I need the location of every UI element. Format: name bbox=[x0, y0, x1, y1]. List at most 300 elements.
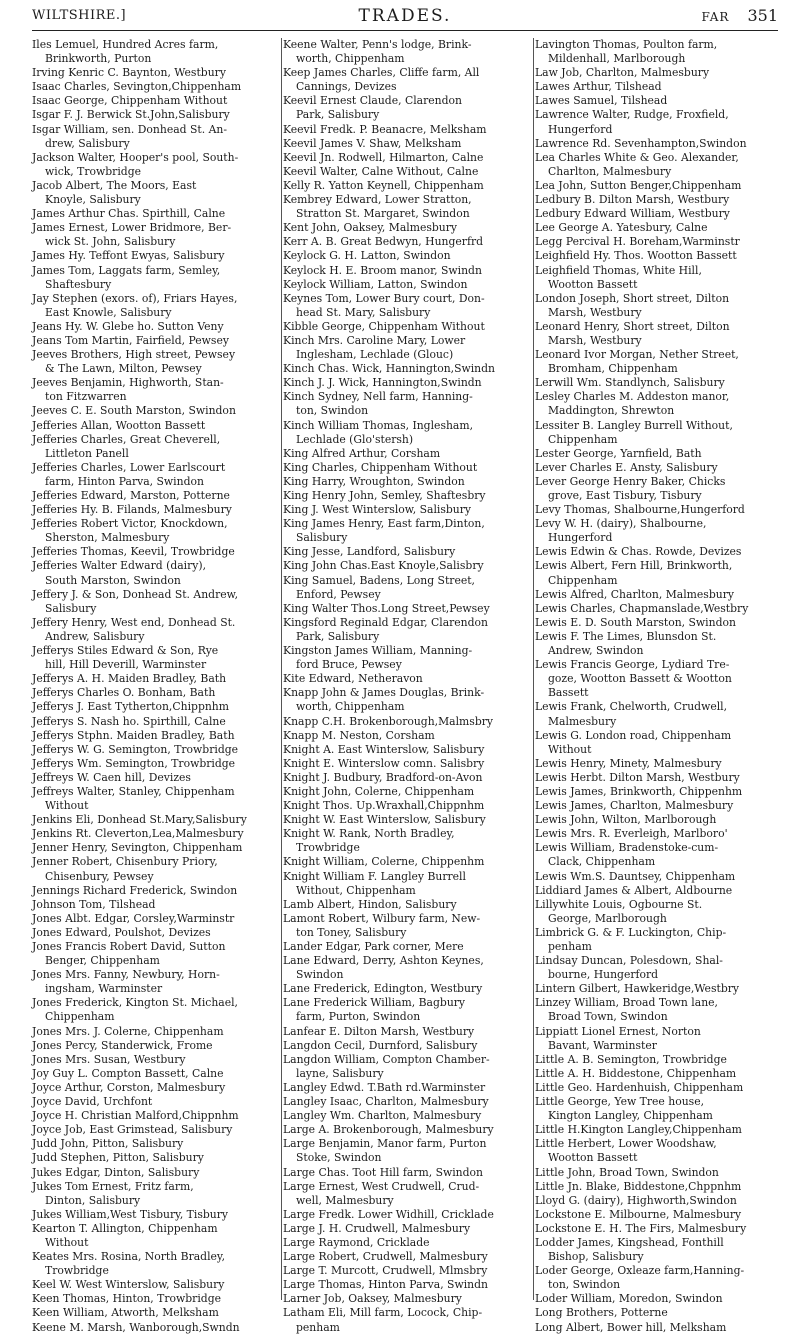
directory-entry bbox=[283, 1025, 528, 1039]
entry-name-line: Kearton T. Allington, Chippenham bbox=[32, 1221, 218, 1235]
directory-entry bbox=[32, 672, 276, 686]
directory-entry bbox=[32, 249, 276, 263]
entry-continuation-line: Lechlade (Glo'stersh) bbox=[296, 432, 414, 446]
entry-name-line: Lawrence Rd. Sevenhampton,Swindon bbox=[535, 136, 747, 150]
entry-continuation-line: Without bbox=[45, 1235, 89, 1249]
entry-continuation-line: Enford, Pewsey bbox=[296, 587, 381, 601]
entry-name-line: Kingston James William, Manning- bbox=[283, 644, 473, 658]
entry-continuation-line: wick St. John, Salisbury bbox=[45, 235, 176, 249]
entry-continuation-line: Broad Town, Swindon bbox=[548, 1010, 668, 1024]
directory-entry bbox=[283, 1039, 528, 1053]
column-divider bbox=[533, 38, 534, 1300]
entry-name-line: Lloyd G. (dairy), Highworth,Swindon bbox=[535, 1193, 737, 1207]
entry-name-line: Jones Francis Robert David, Sutton bbox=[32, 940, 226, 953]
entry-name-line: Lawes Samuel, Tilshead bbox=[535, 94, 668, 108]
directory-entry bbox=[32, 588, 276, 616]
directory-entry bbox=[535, 785, 777, 799]
entry-name-line: Lea John, Sutton Benger,Chippenham bbox=[535, 178, 742, 192]
directory-entry bbox=[283, 1109, 528, 1123]
entry-name-line: Keep James Charles, Cliffe farm, All bbox=[283, 66, 480, 80]
entry-name-line: Jefferys Stphn. Maiden Bradley, Bath bbox=[32, 728, 235, 742]
directory-entry bbox=[535, 658, 777, 700]
entry-name-line: Lodder James, Kingshead, Fonthill bbox=[535, 1235, 724, 1249]
entry-name-line: Iles Lemuel, Hundred Acres farm, bbox=[32, 38, 219, 51]
column-1 bbox=[32, 38, 279, 1334]
entry-name-line: Joyce Arthur, Corston, Malmesbury bbox=[32, 1080, 226, 1094]
directory-entry bbox=[535, 870, 777, 884]
directory-entry bbox=[32, 334, 276, 348]
directory-entry bbox=[283, 602, 528, 616]
entry-name-line: Jones Frederick, Kington St. Michael, bbox=[32, 996, 238, 1010]
directory-entry bbox=[32, 80, 276, 94]
entry-name-line: Jones Mrs. J. Colerne, Chippenham bbox=[32, 1024, 224, 1038]
entry-name-line: Isaac Charles, Sevington,Chippenham bbox=[32, 80, 242, 94]
directory-entry bbox=[535, 1166, 777, 1180]
entry-name-line: Isaac George, Chippenham Without bbox=[32, 94, 228, 108]
entry-continuation-line: well, Malmesbury bbox=[296, 1193, 394, 1207]
entry-continuation-line: Park, Salisbury bbox=[296, 108, 380, 122]
entry-name-line: Jay Stephen (exors. of), Friars Hayes, bbox=[32, 291, 238, 305]
entry-name-line: Lippiatt Lionel Ernest, Norton bbox=[535, 1024, 701, 1038]
entry-name-line: Knight William F. Langley Burrell bbox=[283, 869, 466, 883]
entry-name-line: Lintern Gilbert, Hawkeridge,Westbry bbox=[535, 982, 739, 996]
directory-entry bbox=[32, 616, 276, 644]
entry-name-line: Knight Thos. Up.Wraxhall,Chippnhm bbox=[283, 799, 485, 813]
entry-name-line: Kinch Mrs. Caroline Mary, Lower bbox=[283, 333, 466, 347]
directory-entry bbox=[283, 616, 528, 644]
entry-name-line: Knight William, Colerne, Chippenhm bbox=[283, 855, 485, 869]
entry-name-line: Jefferies Walter Edward (dairy), bbox=[32, 559, 207, 573]
directory-entry bbox=[283, 827, 528, 855]
entry-continuation-line: Brinkworth, Purton bbox=[45, 52, 152, 66]
entry-name-line: Leighfield Hy. Thos. Wootton Bassett bbox=[535, 249, 737, 263]
entry-name-line: Kent John, Oaksey, Malmesbury bbox=[283, 221, 458, 235]
directory-entry bbox=[535, 602, 777, 616]
entry-name-line: Lesley Charles M. Addeston manor, bbox=[535, 390, 730, 404]
directory-entry bbox=[535, 813, 777, 827]
entry-continuation-line: hill, Hill Deverill, Warminster bbox=[45, 658, 207, 672]
directory-entry bbox=[535, 390, 777, 418]
entry-name-line: Little A. H. Biddestone, Chippenham bbox=[535, 1066, 737, 1080]
entry-name-line: London Joseph, Short street, Dilton bbox=[535, 291, 730, 305]
directory-entry bbox=[535, 1053, 777, 1067]
entry-name-line: Lawrence Walter, Rudge, Froxfield, bbox=[535, 108, 729, 122]
entry-continuation-line: farm, Purton, Swindon bbox=[296, 1010, 421, 1024]
directory-entry bbox=[32, 1151, 276, 1165]
directory-entry bbox=[283, 672, 528, 686]
directory-entry bbox=[283, 1081, 528, 1095]
directory-entry bbox=[32, 968, 276, 996]
directory-entry bbox=[535, 729, 777, 757]
directory-entry bbox=[32, 855, 276, 883]
entry-continuation-line: Without, Chippenham bbox=[296, 883, 416, 897]
entry-continuation-line: ford Bruce, Pewsey bbox=[296, 658, 402, 672]
entry-continuation-line: Swindon bbox=[296, 968, 344, 982]
directory-entry bbox=[283, 574, 528, 602]
entry-name-line: Lewis E. D. South Marston, Swindon bbox=[535, 615, 736, 629]
directory-entry bbox=[32, 813, 276, 827]
directory-entry bbox=[535, 757, 777, 771]
entry-continuation-line: penham bbox=[548, 940, 592, 953]
entry-continuation-line: ingsham, Warminster bbox=[45, 982, 163, 996]
entry-continuation-line: Shaftesbury bbox=[45, 277, 112, 291]
entry-name-line: Lerwill Wm. Standlynch, Salisbury bbox=[535, 376, 725, 390]
directory-entry bbox=[32, 376, 276, 404]
directory-entry bbox=[283, 151, 528, 165]
entry-continuation-line: Bromham, Chippenham bbox=[548, 362, 678, 376]
county-heading: WILTSHIRE.] bbox=[32, 8, 127, 23]
directory-entry bbox=[535, 207, 777, 221]
entry-name-line: Langley Wm. Charlton, Malmesbury bbox=[283, 1109, 482, 1123]
entry-name-line: Lewis Frank, Chelworth, Crudwell, bbox=[535, 700, 728, 714]
directory-entry bbox=[283, 757, 528, 771]
directory-entry bbox=[32, 898, 276, 912]
page-number: 351 bbox=[747, 6, 778, 25]
directory-entry bbox=[535, 249, 777, 263]
entry-name-line: Jeeves C. E. South Marston, Swindon bbox=[32, 404, 236, 418]
entry-continuation-line: East Knowle, Salisbury bbox=[45, 305, 172, 319]
directory-entry bbox=[283, 644, 528, 672]
entry-name-line: Jefferys Stiles Edward & Son, Rye bbox=[32, 644, 219, 658]
entry-name-line: Johnson Tom, Tilshead bbox=[32, 897, 156, 911]
entry-name-line: Lewis William, Bradenstoke-cum- bbox=[535, 841, 719, 855]
entry-name-line: Little A. B. Semington, Trowbridge bbox=[535, 1052, 727, 1066]
entry-continuation-line: South Marston, Swindon bbox=[45, 573, 181, 587]
directory-entry bbox=[535, 66, 777, 80]
entry-name-line: Jones Mrs. Susan, Westbury bbox=[32, 1052, 186, 1066]
directory-entry bbox=[283, 235, 528, 249]
entry-name-line: Linzey William, Broad Town lane, bbox=[535, 996, 718, 1010]
entry-name-line: Lander Edgar, Park corner, Mere bbox=[283, 940, 464, 953]
entry-name-line: Leonard Ivor Morgan, Nether Street, bbox=[535, 348, 739, 362]
entry-continuation-line: Chippenham bbox=[548, 432, 618, 446]
entry-name-line: Keel W. West Winterslow, Salisbury bbox=[32, 1278, 225, 1292]
entry-name-line: Jackson Walter, Hooper's pool, South- bbox=[32, 150, 239, 164]
entry-continuation-line: Mildenhall, Marlborough bbox=[548, 52, 686, 66]
directory-entry bbox=[283, 1236, 528, 1250]
directory-entry bbox=[535, 1081, 777, 1095]
entry-name-line: Jefferies Edward, Marston, Potterne bbox=[32, 489, 230, 502]
directory-entry bbox=[283, 1053, 528, 1081]
entry-name-line: Lane Frederick, Edington, Westbury bbox=[283, 982, 483, 996]
entry-continuation-line: worth, Chippenham bbox=[296, 700, 405, 714]
directory-entry bbox=[32, 94, 276, 108]
entry-continuation-line: Without bbox=[45, 799, 89, 813]
entry-continuation-line: Chippenham bbox=[548, 573, 618, 587]
directory-entry bbox=[32, 207, 276, 221]
entry-name-line: Jefferys Charles O. Bonham, Bath bbox=[32, 686, 216, 700]
directory-entry bbox=[32, 1039, 276, 1053]
entry-name-line: Kingsford Reginald Edgar, Clarendon bbox=[283, 615, 488, 629]
entry-name-line: Law Job, Charlton, Malmesbury bbox=[535, 66, 710, 80]
directory-entry bbox=[535, 1067, 777, 1081]
entry-name-line: James Hy. Teffont Ewyas, Salisbury bbox=[32, 249, 225, 263]
directory-entry bbox=[535, 1321, 777, 1335]
entry-continuation-line: grove, East Tisbury, Tisbury bbox=[548, 489, 702, 502]
entry-name-line: Jefferys A. H. Maiden Bradley, Bath bbox=[32, 672, 227, 686]
directory-entry bbox=[535, 1306, 777, 1320]
entry-name-line: Keene M. Marsh, Wanborough,Swndn bbox=[32, 1320, 240, 1334]
entry-name-line: Large A. Brokenborough, Malmesbury bbox=[283, 1123, 494, 1137]
entry-name-line: Levy W. H. (dairy), Shalbourne, bbox=[535, 517, 707, 531]
entry-continuation-line: Marsh, Westbury bbox=[548, 305, 642, 319]
entry-name-line: Lillywhite Louis, Ogbourne St. bbox=[535, 897, 703, 911]
entry-name-line: Lewis James, Brinkworth, Chippenhm bbox=[535, 784, 743, 798]
directory-entry bbox=[283, 38, 528, 66]
entry-continuation-line: worth, Chippenham bbox=[296, 52, 405, 66]
directory-entry bbox=[283, 390, 528, 418]
directory-entry bbox=[32, 1095, 276, 1109]
directory-entry bbox=[283, 362, 528, 376]
directory-entry bbox=[32, 996, 276, 1024]
directory-entry bbox=[32, 841, 276, 855]
directory-entry bbox=[535, 1025, 777, 1053]
directory-entry bbox=[32, 1053, 276, 1067]
entry-name-line: Kerr A. B. Great Bedwyn, Hungerfrd bbox=[283, 235, 484, 249]
directory-entry bbox=[535, 630, 777, 658]
entry-continuation-line: Stratton St. Margaret, Swindon bbox=[296, 207, 470, 221]
directory-entry bbox=[32, 1025, 276, 1039]
entry-continuation-line: Andrew, Salisbury bbox=[45, 629, 145, 643]
entry-continuation-line: Hungerford bbox=[548, 531, 613, 545]
entry-name-line: Jukes Edgar, Dinton, Salisbury bbox=[32, 1165, 200, 1179]
directory-entry bbox=[535, 1095, 777, 1123]
directory-entry bbox=[535, 376, 777, 390]
directory-entry bbox=[535, 151, 777, 179]
entry-continuation-line: Sherston, Malmesbury bbox=[45, 531, 170, 545]
entry-continuation-line: wick, Trowbridge bbox=[45, 164, 141, 178]
entry-continuation-line: Chisenbury, Pewsey bbox=[45, 869, 154, 883]
entry-continuation-line: Bavant, Warminster bbox=[548, 1038, 657, 1052]
entry-name-line: Irving Kenric C. Baynton, Westbury bbox=[32, 66, 226, 80]
entry-name-line: King Harry, Wroughton, Swindon bbox=[283, 474, 465, 488]
directory-entry bbox=[283, 221, 528, 235]
entry-continuation-line: Trowbridge bbox=[45, 1264, 109, 1278]
entry-name-line: Lewis Herbt. Dilton Marsh, Westbury bbox=[535, 770, 740, 784]
directory-entry bbox=[32, 1166, 276, 1180]
directory-entry bbox=[283, 278, 528, 292]
entry-name-line: Lewis Alfred, Charlton, Malmesbury bbox=[535, 587, 734, 601]
entry-name-line: Kinch Sydney, Nell farm, Hanning- bbox=[283, 390, 473, 404]
directory-entry bbox=[535, 108, 777, 136]
entry-name-line: Lewis John, Wilton, Marlborough bbox=[535, 813, 717, 827]
entry-continuation-line: & The Lawn, Milton, Pewsey bbox=[45, 362, 202, 376]
directory-entry bbox=[283, 1222, 528, 1236]
directory-entry bbox=[535, 545, 777, 559]
entry-name-line: Jones Percy, Standerwick, Frome bbox=[32, 1038, 213, 1052]
directory-entry bbox=[283, 898, 528, 912]
entry-name-line: Jenner Henry, Sevington, Chippenham bbox=[32, 841, 243, 855]
directory-entry bbox=[32, 1109, 276, 1123]
directory-entry bbox=[535, 348, 777, 376]
directory-entry bbox=[283, 912, 528, 940]
entry-name-line: Isgar William, sen. Donhead St. An- bbox=[32, 122, 227, 136]
directory-entry bbox=[535, 1236, 777, 1264]
entry-name-line: Lea Charles White & Geo. Alexander, bbox=[535, 150, 739, 164]
entry-continuation-line: Park, Salisbury bbox=[296, 629, 380, 643]
entry-name-line: Langley Isaac, Charlton, Malmesbury bbox=[283, 1095, 489, 1109]
directory-entry bbox=[283, 292, 528, 320]
directory-entry bbox=[32, 489, 276, 503]
directory-entry bbox=[283, 419, 528, 447]
entry-name-line: Knight J. Budbury, Bradford-on-Avon bbox=[283, 770, 483, 784]
entry-name-line: Knight A. East Winterslow, Salisbury bbox=[283, 742, 485, 756]
directory-entry bbox=[535, 884, 777, 898]
entry-name-line: King Jesse, Landford, Salisbury bbox=[283, 545, 456, 559]
entry-continuation-line: Bishop, Salisbury bbox=[548, 1250, 644, 1264]
directory-entry bbox=[283, 870, 528, 898]
entry-name-line: Larner Job, Oaksey, Malmesbury bbox=[283, 1292, 462, 1306]
entry-name-line: Lewis Wm.S. Dauntsey, Chippenham bbox=[535, 869, 736, 883]
entry-name-line: Keevil Walter, Calne Without, Calne bbox=[283, 164, 479, 178]
entry-name-line: Knapp John & James Douglas, Brink- bbox=[283, 686, 485, 700]
entry-name-line: Levy Thomas, Shalbourne,Hungerford bbox=[535, 503, 745, 517]
directory-entry bbox=[32, 1137, 276, 1151]
entry-name-line: Keynes Tom, Lower Bury court, Don- bbox=[283, 291, 485, 305]
entry-continuation-line: Maddington, Shrewton bbox=[548, 404, 675, 418]
entry-name-line: Lewis Henry, Minety, Malmesbury bbox=[535, 756, 722, 770]
directory-entry bbox=[283, 1278, 528, 1292]
entry-continuation-line: drew, Salisbury bbox=[45, 136, 130, 150]
directory-entry bbox=[283, 1123, 528, 1137]
entry-name-line: Ledbury B. Dilton Marsh, Westbury bbox=[535, 193, 730, 207]
entry-name-line: Keen Thomas, Hinton, Trowbridge bbox=[32, 1292, 221, 1306]
entry-name-line: Joyce H. Christian Malford,Chippnhm bbox=[32, 1109, 239, 1123]
entry-name-line: Lessiter B. Langley Burrell Without, bbox=[535, 418, 733, 432]
entry-name-line: Large J. H. Crudwell, Malmesbury bbox=[283, 1221, 471, 1235]
entry-name-line: Large Fredk. Lower Widhill, Cricklade bbox=[283, 1207, 494, 1221]
directory-entry bbox=[283, 1250, 528, 1264]
entry-name-line: Little H.Kington Langley,Chippenham bbox=[535, 1123, 742, 1137]
entry-name-line: Kembrey Edward, Lower Stratton, bbox=[283, 193, 472, 207]
directory-entry bbox=[283, 771, 528, 785]
entry-continuation-line: Without bbox=[548, 742, 592, 756]
entry-continuation-line: bourne, Hungerford bbox=[548, 968, 659, 982]
entry-continuation-line: ton, Swindon bbox=[548, 1278, 621, 1292]
entry-name-line: Langdon Cecil, Durnford, Salisbury bbox=[283, 1038, 478, 1052]
directory-entry bbox=[535, 954, 777, 982]
directory-entry bbox=[283, 376, 528, 390]
entry-name-line: Lockstone E. H. The Firs, Malmesbury bbox=[535, 1221, 747, 1235]
directory-entry bbox=[283, 545, 528, 559]
directory-entry bbox=[535, 320, 777, 348]
entry-continuation-line: Bassett bbox=[548, 686, 589, 700]
directory-entry bbox=[535, 221, 777, 235]
entry-name-line: Keen William, Atworth, Melksham bbox=[32, 1306, 219, 1320]
entry-name-line: Large Robert, Crudwell, Malmesbury bbox=[283, 1250, 488, 1264]
entry-name-line: Little Herbert, Lower Woodshaw, bbox=[535, 1137, 717, 1151]
entry-name-line: Lane Frederick William, Bagbury bbox=[283, 996, 466, 1010]
entry-name-line: Keevil Ernest Claude, Clarendon bbox=[283, 94, 462, 108]
entry-name-line: Jefferies Charles, Great Cheverell, bbox=[32, 432, 221, 446]
directory-entry bbox=[32, 827, 276, 841]
entry-continuation-line: Chippenham bbox=[45, 1010, 115, 1024]
directory-entry bbox=[535, 616, 777, 630]
page-guide bbox=[701, 6, 778, 25]
entry-name-line: Jefferies Robert Victor, Knockdown, bbox=[32, 517, 228, 531]
directory-entry bbox=[32, 729, 276, 743]
entry-name-line: Jennings Richard Frederick, Swindon bbox=[32, 883, 238, 897]
directory-entry bbox=[32, 419, 276, 433]
entry-name-line: Keevil James V. Shaw, Melksham bbox=[283, 136, 462, 150]
entry-name-line: Jefferies Thomas, Keevil, Trowbridge bbox=[32, 545, 235, 559]
directory-entry bbox=[535, 1222, 777, 1236]
entry-name-line: Knight W. Rank, North Bradley, bbox=[283, 827, 455, 841]
entry-name-line: Keylock H. E. Broom manor, Swindn bbox=[283, 263, 482, 277]
entry-name-line: Little John, Broad Town, Swindon bbox=[535, 1165, 719, 1179]
entry-name-line: Keevil Fredk. P. Beanacre, Melksham bbox=[283, 122, 487, 136]
entry-continuation-line: Trowbridge bbox=[296, 841, 360, 855]
entry-name-line: Legg Percival H. Boreham,Warminstr bbox=[535, 235, 740, 249]
directory-entry bbox=[283, 320, 528, 334]
directory-entry bbox=[32, 884, 276, 898]
entry-name-line: Liddiard James & Albert, Aldbourne bbox=[535, 883, 733, 897]
entry-name-line: Judd John, Pitton, Salisbury bbox=[32, 1137, 184, 1151]
entry-continuation-line: Marsh, Westbury bbox=[548, 333, 642, 347]
entry-name-line: Jeeves Benjamin, Highworth, Stan- bbox=[32, 376, 224, 390]
entry-name-line: Large T. Murcott, Crudwell, Mlmsbry bbox=[283, 1264, 488, 1278]
entry-name-line: Jacob Albert, The Moors, East bbox=[32, 178, 197, 192]
directory-entry bbox=[32, 348, 276, 376]
entry-name-line: Knapp C.H. Brokenborough,Malmsbry bbox=[283, 714, 494, 728]
directory-entry bbox=[32, 743, 276, 757]
directory-entry bbox=[283, 1306, 528, 1334]
directory-entry bbox=[32, 912, 276, 926]
entry-name-line: Joy Guy L. Compton Bassett, Calne bbox=[32, 1066, 224, 1080]
directory-entry bbox=[32, 926, 276, 940]
entry-name-line: Keylock G. H. Latton, Swindon bbox=[283, 249, 451, 263]
directory-entry bbox=[283, 686, 528, 714]
entry-continuation-line: Wootton Bassett bbox=[548, 1151, 638, 1165]
section-title: TRADES. bbox=[358, 6, 452, 26]
entry-name-line: Lester George, Yarnfield, Bath bbox=[535, 446, 702, 460]
entry-name-line: Jenkins Eli, Donhead St.Mary,Salisbury bbox=[32, 813, 247, 827]
entry-name-line: Knight John, Colerne, Chippenham bbox=[283, 784, 475, 798]
entry-continuation-line: Clack, Chippenham bbox=[548, 855, 656, 869]
directory-entry bbox=[32, 1292, 276, 1306]
directory-entry bbox=[283, 799, 528, 813]
directory-entry bbox=[32, 433, 276, 461]
directory-entry bbox=[535, 517, 777, 545]
entry-name-line: King Charles, Chippenham Without bbox=[283, 460, 478, 474]
directory-columns bbox=[32, 38, 780, 1334]
directory-entry bbox=[535, 1208, 777, 1222]
entry-name-line: Large Chas. Toot Hill farm, Swindon bbox=[283, 1165, 484, 1179]
entry-continuation-line: Salisbury bbox=[296, 531, 348, 545]
directory-entry bbox=[283, 193, 528, 221]
directory-entry bbox=[32, 1278, 276, 1292]
entry-name-line: Jukes Tom Ernest, Fritz farm, bbox=[32, 1179, 194, 1193]
entry-name-line: Judd Stephen, Pitton, Salisbury bbox=[32, 1151, 204, 1165]
directory-entry bbox=[535, 1194, 777, 1208]
entry-name-line: Joyce Job, East Grimstead, Salisbury bbox=[32, 1123, 233, 1137]
directory-entry bbox=[283, 66, 528, 94]
entry-name-line: Jefferys Wm. Semington, Trowbridge bbox=[32, 756, 236, 770]
entry-name-line: Jefferys J. East Tytherton,Chippnhm bbox=[32, 700, 230, 714]
directory-entry bbox=[535, 503, 777, 517]
entry-name-line: Jeffery Henry, West end, Donhead St. bbox=[32, 615, 236, 629]
entry-name-line: Loder William, Moredon, Swindon bbox=[535, 1292, 723, 1306]
directory-entry bbox=[32, 785, 276, 813]
entry-name-line: Kinch Chas. Wick, Hannington,Swindn bbox=[283, 362, 495, 376]
directory-entry bbox=[32, 1222, 276, 1250]
directory-entry bbox=[32, 1250, 276, 1278]
entry-name-line: Lamb Albert, Hindon, Salisbury bbox=[283, 897, 457, 911]
directory-entry bbox=[535, 292, 777, 320]
entry-continuation-line: Knoyle, Salisbury bbox=[45, 193, 141, 207]
directory-entry bbox=[32, 66, 276, 80]
directory-entry bbox=[32, 38, 276, 66]
